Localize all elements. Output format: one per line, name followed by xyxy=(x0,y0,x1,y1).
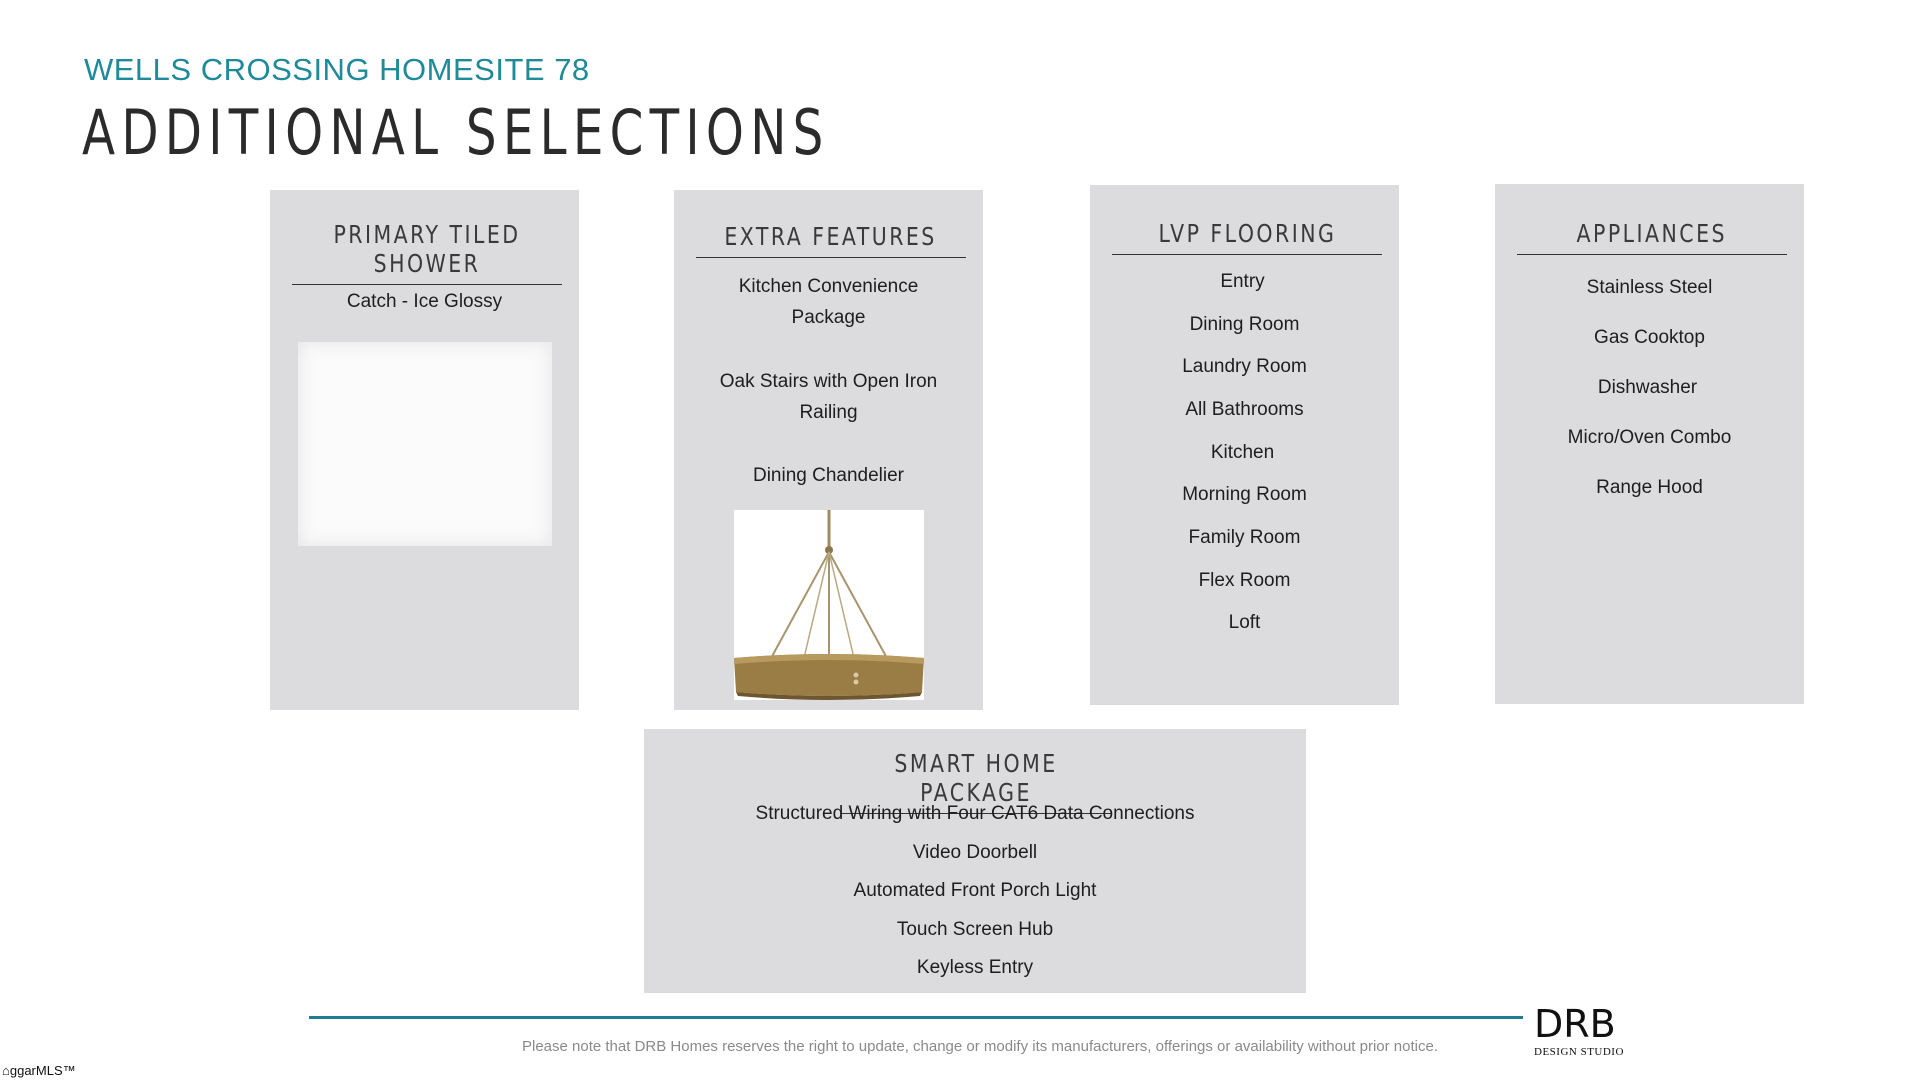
list-item: Automated Front Porch Light xyxy=(853,880,1097,901)
logo-subtitle: DESIGN STUDIO xyxy=(1534,1046,1624,1058)
list-item: Package xyxy=(791,307,866,328)
list-item: Range Hood xyxy=(1596,477,1703,498)
panel-heading: EXTRA FEATURES xyxy=(696,222,966,258)
list-item: Dining Chandelier xyxy=(752,465,905,486)
list-item: Touch Screen Hub xyxy=(896,919,1054,940)
list-item: Catch - Ice Glossy xyxy=(346,291,503,312)
list-item: Structured Wiring with Four CAT6 Data Connections xyxy=(755,803,1195,824)
panel-primary-tiled-shower xyxy=(270,190,579,710)
list-item: Micro/Oven Combo xyxy=(1567,427,1732,448)
drb-design-studio-logo xyxy=(1534,1004,1630,1058)
disclaimer-text: Please note that DRB Homes reserves the right to update, change or modify its manufacturers, offerings or availability without prior notice. xyxy=(521,1038,1438,1055)
panel-smart-home-package xyxy=(644,729,1306,993)
panel-heading: LVP FLOORING xyxy=(1112,219,1382,255)
mls-label: ggarMLS™ xyxy=(9,1063,76,1078)
list-item: Dishwasher xyxy=(1597,377,1698,398)
list-item: All Bathrooms xyxy=(1185,399,1304,420)
panel-lvp-flooring xyxy=(1090,185,1399,705)
chandelier-image xyxy=(734,510,924,700)
panel-heading: APPLIANCES xyxy=(1517,219,1787,255)
panel-appliances xyxy=(1495,184,1804,704)
list-item: Railing xyxy=(799,402,858,423)
home-icon: ⌂ xyxy=(2,1063,10,1078)
list-item: Flex Room xyxy=(1198,570,1291,591)
list-item: Video Doorbell xyxy=(912,842,1038,863)
page-subtitle: WELLS CROSSING HOMESITE 78 xyxy=(84,52,590,87)
mls-watermark xyxy=(2,1063,76,1078)
panel-heading: SMART HOME PACKAGE xyxy=(840,749,1112,814)
list-item: Stainless Steel xyxy=(1586,277,1713,298)
footer-divider xyxy=(309,1016,1523,1019)
list-item: Gas Cooktop xyxy=(1594,327,1705,348)
list-item: Keyless Entry xyxy=(916,957,1034,978)
list-item: Kitchen xyxy=(1210,442,1275,463)
list-item: Entry xyxy=(1220,271,1265,292)
panel-heading: PRIMARY TILED SHOWER xyxy=(292,220,562,285)
list-item: Oak Stairs with Open Iron xyxy=(719,371,938,392)
panel-extra-features xyxy=(674,190,983,710)
list-item: Loft xyxy=(1228,612,1261,633)
logo-mark: DRB xyxy=(1534,1002,1616,1046)
list-item: Morning Room xyxy=(1182,484,1307,505)
page-title: ADDITIONAL SELECTIONS xyxy=(82,96,830,169)
tile-swatch-image xyxy=(298,342,552,546)
list-item: Kitchen Convenience xyxy=(738,276,919,297)
list-item: Family Room xyxy=(1188,527,1301,548)
list-item: Dining Room xyxy=(1189,314,1300,335)
list-item: Laundry Room xyxy=(1182,356,1307,377)
chandelier-icon xyxy=(734,510,924,700)
